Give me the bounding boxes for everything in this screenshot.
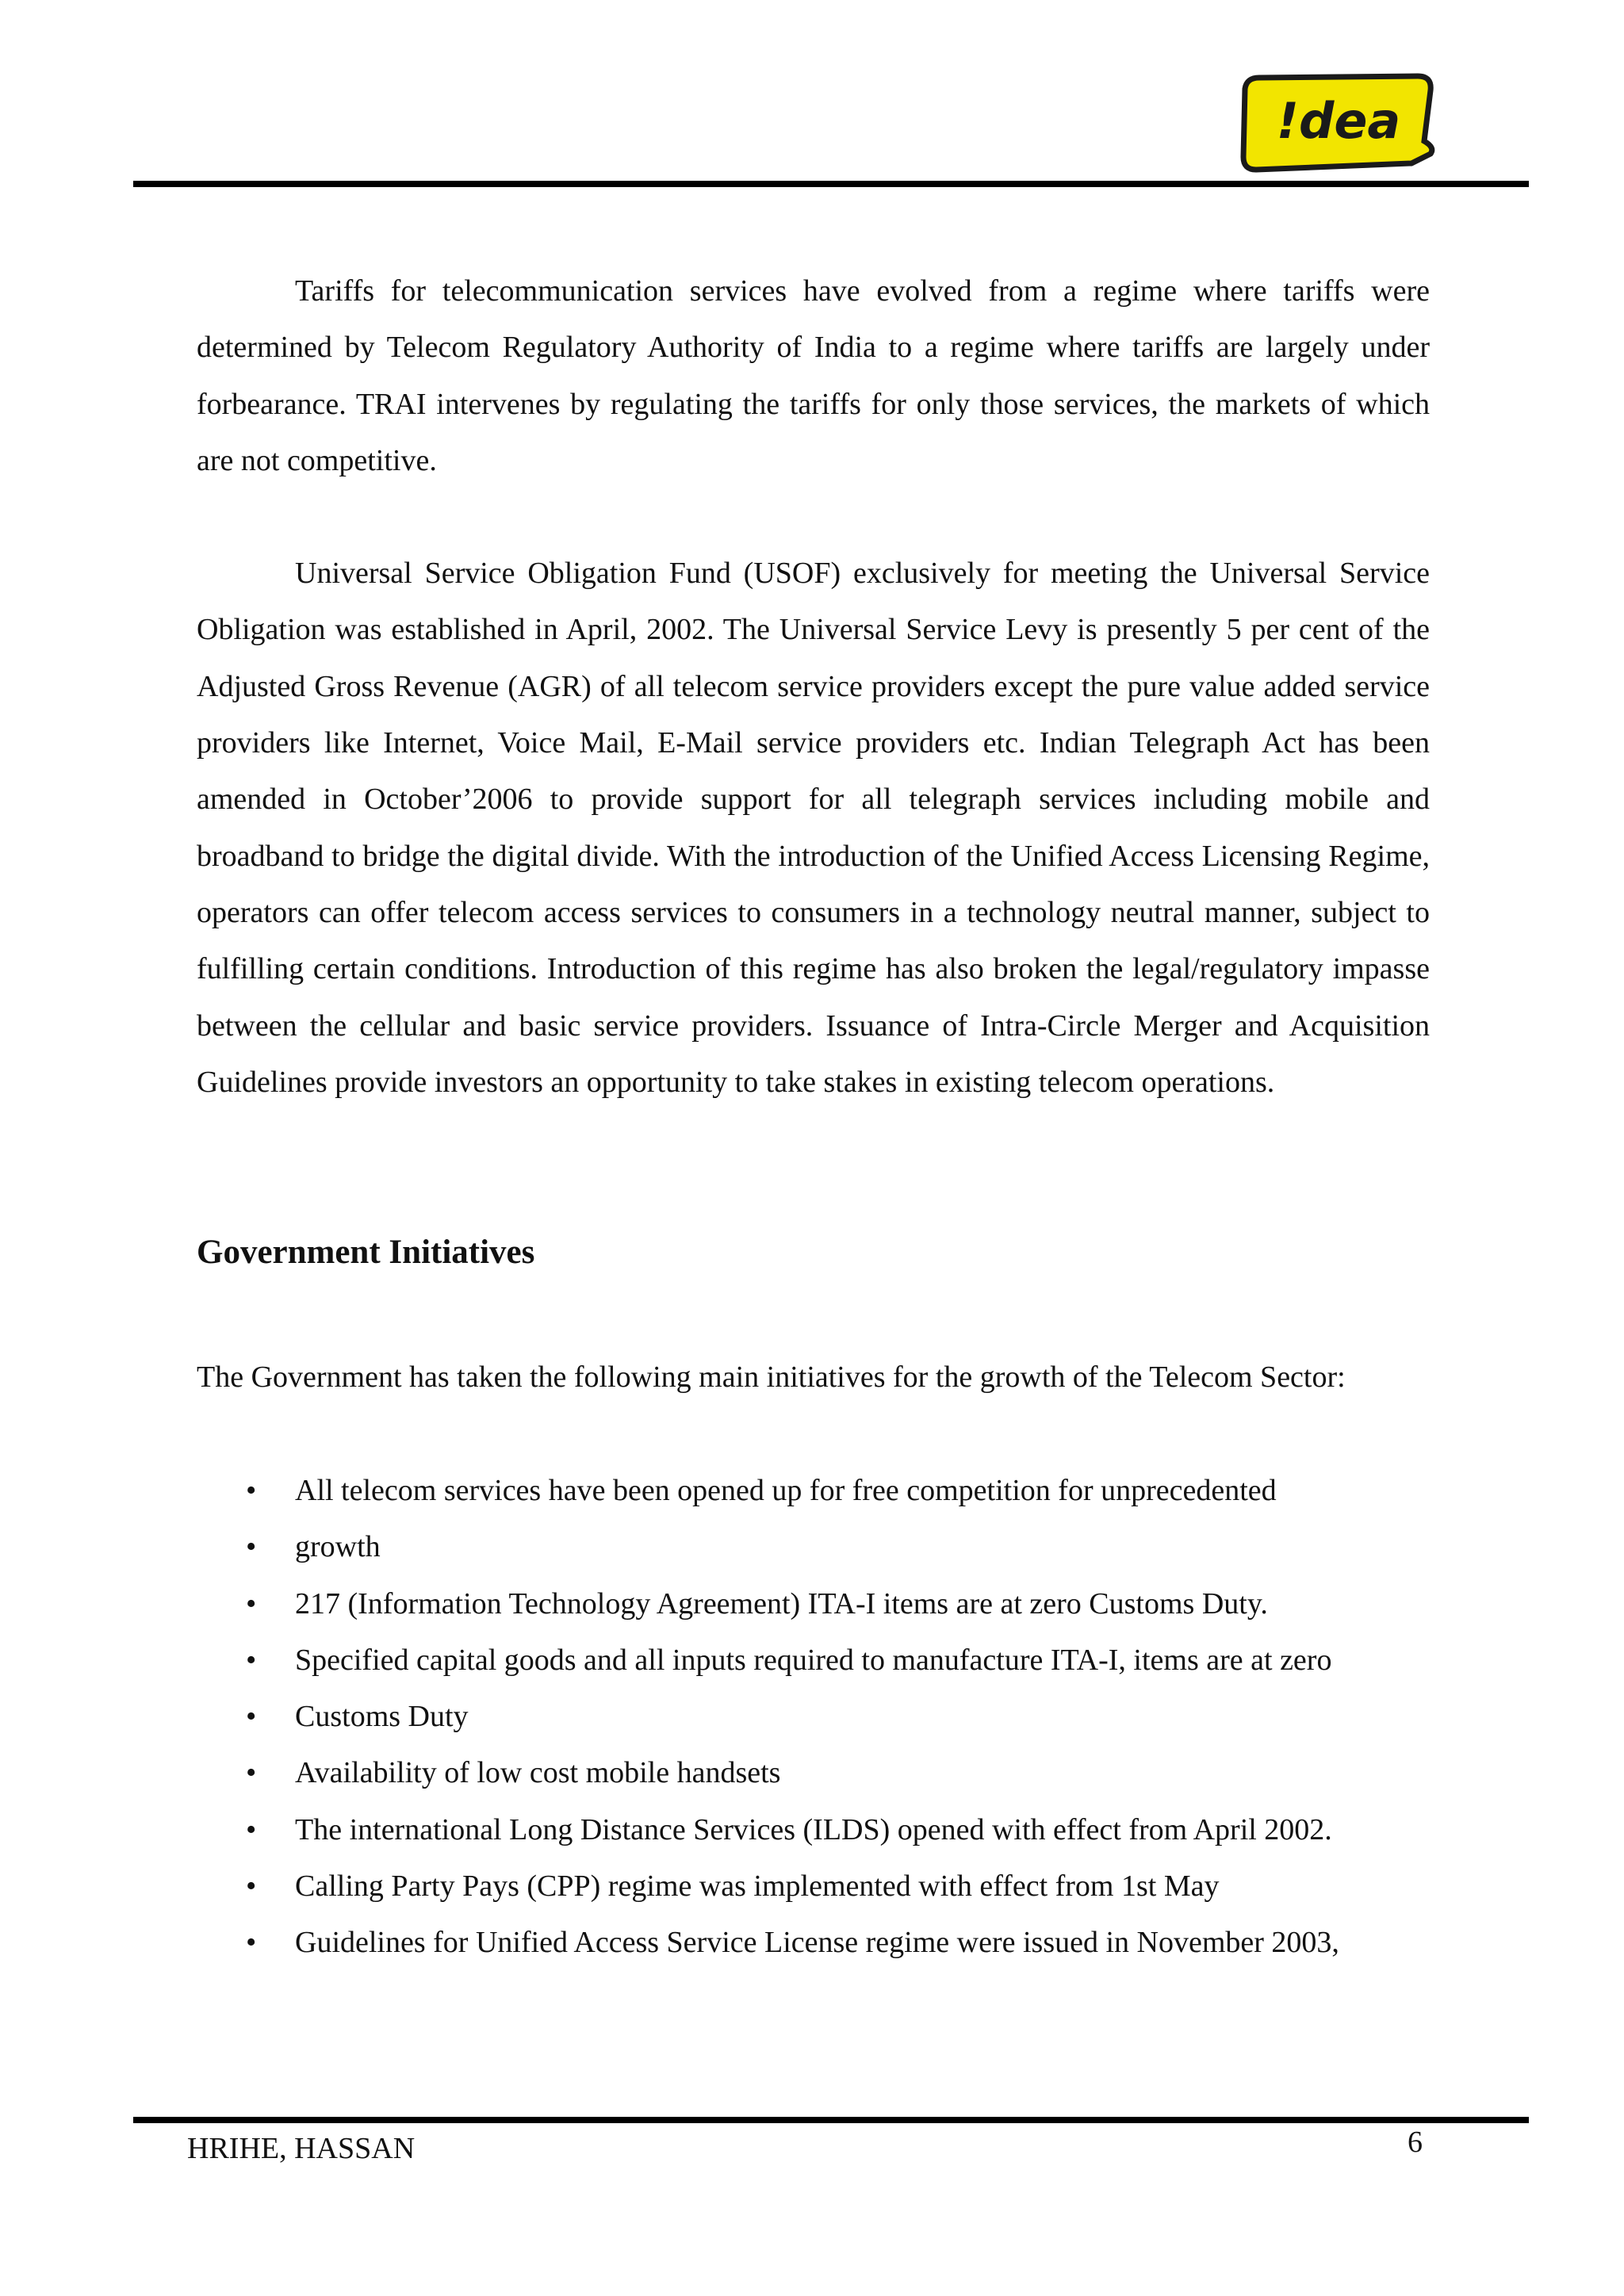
page-number: 6 [1408, 2126, 1423, 2159]
list-item-text: Specified capital goods and all inputs required to manufacture ITA-I, items are at zero [295, 1643, 1332, 1677]
body-text [197, 263, 1430, 1111]
list-item [197, 1858, 1430, 1915]
bullet-icon: • [246, 1474, 257, 1507]
list-item-text: The international Long Distance Services (ILDS) opened with effect from April 2002. [295, 1812, 1332, 1846]
bullet-icon: • [246, 1530, 257, 1564]
idea-logo [1237, 71, 1447, 174]
logo-text: !dea [1276, 92, 1401, 150]
list-item-text: Guidelines for Unified Access Service License regime were issued in November 2003, [295, 1926, 1339, 1960]
header-rule [133, 181, 1529, 187]
bullet-icon: • [246, 1756, 257, 1790]
list-item [197, 1745, 1430, 1801]
footer-institution: HRIHE, HASSAN [187, 2132, 416, 2165]
list-item [197, 1463, 1430, 1519]
list-item-text: Calling Party Pays (CPP) regime was implemented with effect from 1st May [295, 1869, 1220, 1904]
list-item [197, 1915, 1430, 1971]
initiatives-list [197, 1463, 1430, 1972]
paragraph-tariffs: Tariffs for telecommunication services have evolved from a regime where tariffs were determined by Telecom Regulatory Authority of India to a regime where tariffs are largely under forbearance. TRAI intervenes by regulating the tariffs for only those services, the markets of which are not competitive. [197, 274, 1430, 477]
list-item-text: 217 (Information Technology Agreement) ITA-I items are at zero Customs Duty. [295, 1586, 1268, 1621]
bullet-icon: • [246, 1869, 257, 1904]
list-item-text: All telecom services have been opened up for free competition for unprecedented [295, 1474, 1277, 1507]
list-item [197, 1519, 1430, 1575]
list-item-text: Customs Duty [295, 1700, 469, 1734]
bullet-icon: • [246, 1643, 257, 1677]
list-item [197, 1802, 1430, 1858]
paragraph-usof: Universal Service Obligation Fund (USOF) exclusively for meeting the Universal Service Obligation was established in April, 2002. The Universal Service Levy is presently 5 per cent of the Adjusted Gross Revenue (AGR) of all telecom service providers except the pure value added service providers like Internet, Voice Mail, E-Mail service providers etc. Indian Telegraph Act has been amended in October’2006 to provide support for all telegraph services including mobile and broadband to bridge the digital divide. With the introduction of the Unified Access Licensing Regime, operators can offer telecom access services to consumers in a technology neutral manner, subject to fulfilling certain conditions. Introduction of this regime has also broken the legal/regulatory impasse between the cellular and basic service providers. Issuance of Intra-Circle Merger and Acquisition Guidelines provide investors an opportunity to take stakes in existing telecom operations. [197, 557, 1430, 1099]
bullet-icon: • [246, 1700, 257, 1734]
list-item [197, 1576, 1430, 1632]
list-item-text: Availability of low cost mobile handsets [295, 1756, 781, 1790]
bullet-icon: • [246, 1926, 257, 1960]
section-heading: Government Initiatives [197, 1234, 535, 1271]
section-intro: The Government has taken the following main initiatives for the growth of the Telecom Sector: [197, 1360, 1346, 1394]
bullet-icon: • [246, 1586, 257, 1621]
list-item [197, 1689, 1430, 1745]
bullet-icon: • [246, 1812, 257, 1846]
list-item [197, 1632, 1430, 1689]
list-item-text: growth [295, 1530, 381, 1564]
footer-rule [133, 2117, 1529, 2123]
